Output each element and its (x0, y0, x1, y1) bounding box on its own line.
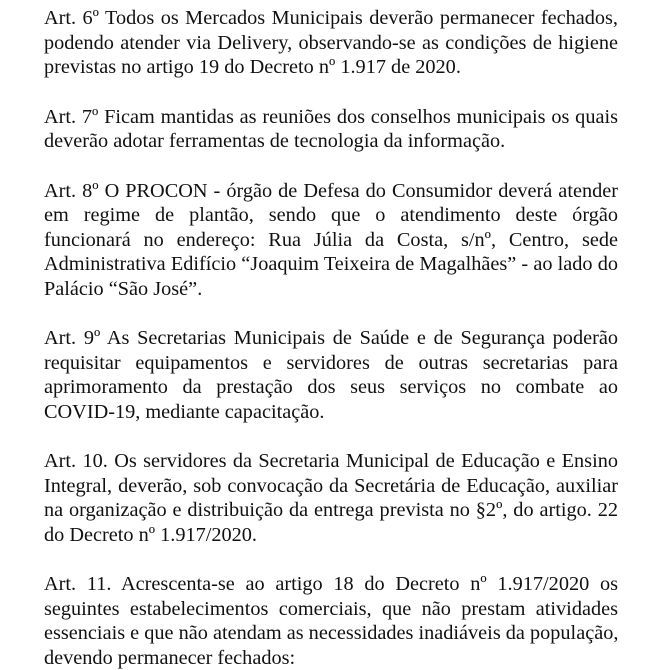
article-line: essenciais e que não atendam as necessidades inadiáveis da população, (44, 621, 618, 646)
article-7 (44, 105, 618, 154)
article-line: deverão adotar ferramentas de tecnologia da informação. (44, 129, 618, 154)
article-line: Art. 10. Os servidores da Secretaria Municipal de Educação e Ensino (44, 449, 618, 474)
article-line: requisitar equipamentos e servidores de outras secretarias para (44, 351, 618, 376)
article-line: funcionará no endereço: Rua Júlia da Costa, s/nº, Centro, sede (44, 228, 618, 253)
article-line: Art. 9º As Secretarias Municipais de Saúde e de Segurança poderão (44, 326, 618, 351)
article-10 (44, 449, 618, 547)
article-6 (44, 6, 618, 80)
article-line: Integral, deverão, sob convocação da Secretária de Educação, auxiliar (44, 474, 618, 499)
article-8 (44, 179, 618, 302)
article-line: seguintes estabelecimentos comerciais, que não prestam atividades (44, 597, 618, 622)
document-page (44, 6, 618, 670)
article-line: podendo atender via Delivery, observando-se as condições de higiene (44, 31, 618, 56)
article-line: Art. 11. Acrescenta-se ao artigo 18 do Decreto nº 1.917/2020 os (44, 572, 618, 597)
article-line: Art. 7º Ficam mantidas as reuniões dos conselhos municipais os quais (44, 105, 618, 130)
article-line: Art. 8º O PROCON - órgão de Defesa do Consumidor deverá atender (44, 179, 618, 204)
article-line: do Decreto nº 1.917/2020. (44, 523, 618, 548)
article-line: Art. 6º Todos os Mercados Municipais deverão permanecer fechados, (44, 6, 618, 31)
article-line: devendo permanecer fechados: (44, 646, 618, 670)
article-line: na organização e distribuição da entrega prevista no §2º, do artigo. 22 (44, 498, 618, 523)
article-line: COVID-19, mediante capacitação. (44, 400, 618, 425)
article-line: Administrativa Edifício “Joaquim Teixeira de Magalhães” - ao lado do (44, 252, 618, 277)
article-11 (44, 572, 618, 670)
article-line: previstas no artigo 19 do Decreto nº 1.917 de 2020. (44, 55, 618, 80)
article-line: em regime de plantão, sendo que o atendimento deste órgão (44, 203, 618, 228)
article-9 (44, 326, 618, 424)
article-line: Palácio “São José”. (44, 277, 618, 302)
article-line: aprimoramento da prestação dos seus serviços no combate ao (44, 375, 618, 400)
